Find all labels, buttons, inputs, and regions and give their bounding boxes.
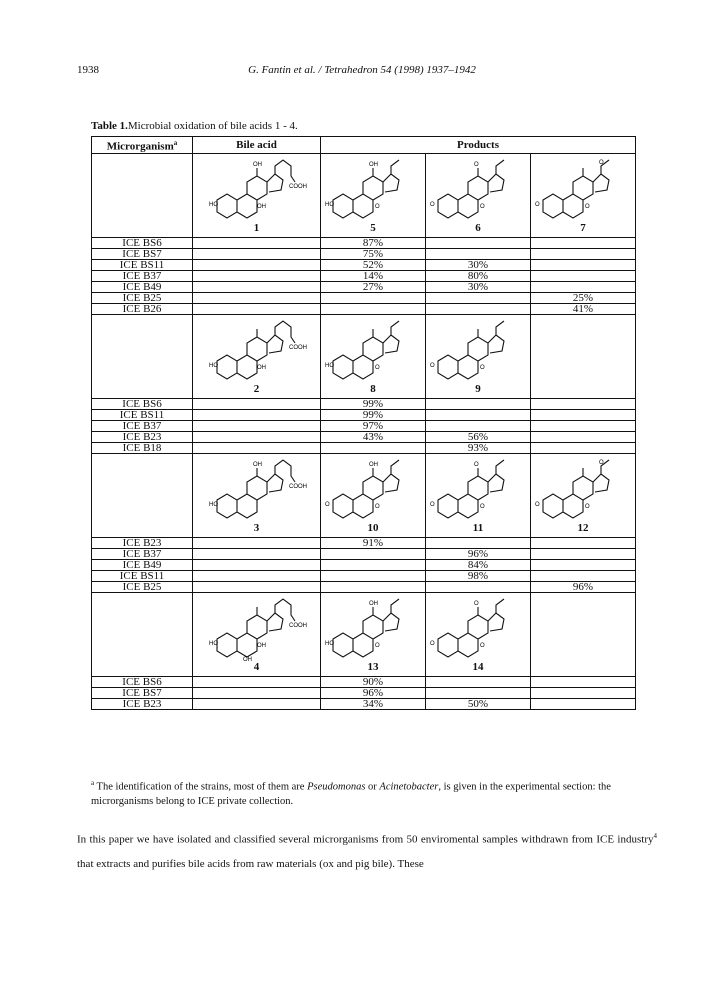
yield-cell xyxy=(531,676,636,687)
steroid-structure-icon xyxy=(535,156,631,222)
structure-label: OH xyxy=(242,656,252,663)
microorganism-cell: ICE B23 xyxy=(92,537,193,548)
yield-cell xyxy=(531,237,636,248)
compound-number: 9 xyxy=(475,382,481,395)
empty-cell xyxy=(193,270,321,281)
yield-cell: 30% xyxy=(426,259,531,270)
yield-cell: 43% xyxy=(321,431,426,442)
compound-number: 5 xyxy=(370,221,376,234)
structure-label: COOH xyxy=(288,483,307,490)
product-cell xyxy=(321,592,426,676)
structure-label: O xyxy=(325,501,330,508)
structure-label: O xyxy=(535,501,540,508)
product-cell xyxy=(321,453,426,537)
product-cell xyxy=(531,592,636,676)
empty-cell xyxy=(193,409,321,420)
page-header xyxy=(77,64,647,80)
yield-cell xyxy=(531,248,636,259)
table-caption xyxy=(91,120,298,132)
steroid-structure-icon xyxy=(209,156,305,222)
structure-label: O xyxy=(474,600,479,607)
body-paragraph: In this paper we have isolated and classified several microrganisms from 50 enviromental samples withdrawn from ICE industry$^4$ that extracts and purifies bile acids from raw materials (ox and pig bile). These xyxy=(77,832,657,870)
yield-cell xyxy=(426,248,531,259)
structure-label: COOH xyxy=(288,622,307,629)
empty-cell xyxy=(193,431,321,442)
header-bile-acid: Bile acid xyxy=(193,137,321,154)
microorganism-cell: ICE BS6 xyxy=(92,237,193,248)
microorganism-cell: ICE BS11 xyxy=(92,570,193,581)
structure-row xyxy=(92,153,636,237)
table-row xyxy=(92,292,636,303)
yield-cell xyxy=(531,409,636,420)
microorganism-cell: ICE BS7 xyxy=(92,687,193,698)
structure-label: O xyxy=(480,203,485,210)
structure-label: HO xyxy=(325,201,334,208)
microorganism-cell: ICE B49 xyxy=(92,281,193,292)
table-row xyxy=(92,398,636,409)
yield-cell xyxy=(531,537,636,548)
steroid-structure-icon xyxy=(209,317,305,383)
yield-cell: 96% xyxy=(426,548,531,559)
table-row xyxy=(92,409,636,420)
table-row xyxy=(92,537,636,548)
yield-cell: 96% xyxy=(321,687,426,698)
structure-label: O xyxy=(430,362,435,369)
steroid-structure-icon xyxy=(430,456,526,522)
structure-label: HO xyxy=(208,640,218,647)
yield-cell xyxy=(321,570,426,581)
yield-cell xyxy=(531,431,636,442)
yield-cell xyxy=(426,537,531,548)
yield-cell xyxy=(426,237,531,248)
structure-label: O xyxy=(430,501,435,508)
empty-cell xyxy=(193,698,321,709)
compound-number: 14 xyxy=(472,660,484,673)
structure-label: OH xyxy=(252,161,262,168)
steroid-structure-icon xyxy=(209,595,305,661)
structure-label: OH xyxy=(369,461,378,468)
structure-label: OH xyxy=(252,461,262,468)
steroid-structure-icon xyxy=(430,156,526,222)
microorganism-cell: ICE B37 xyxy=(92,270,193,281)
steroid-structure-icon xyxy=(430,317,526,383)
yield-cell: 41% xyxy=(531,303,636,314)
compound-number: 10 xyxy=(367,521,379,534)
compound-number: 1 xyxy=(253,221,260,234)
steroid-structure-icon xyxy=(430,595,526,661)
empty-cell xyxy=(193,420,321,431)
yield-cell: 52% xyxy=(321,259,426,270)
bile-acid-cell xyxy=(193,453,321,537)
yield-cell xyxy=(321,548,426,559)
structure-label: O xyxy=(480,364,485,371)
yield-cell: 93% xyxy=(426,442,531,453)
product-cell xyxy=(426,153,531,237)
yield-cell: 25% xyxy=(531,292,636,303)
microorganism-cell: ICE B25 xyxy=(92,581,193,592)
compound-number: 12 xyxy=(577,521,589,534)
microorganism-cell: ICE B25 xyxy=(92,292,193,303)
microorganism-cell: ICE BS11 xyxy=(92,259,193,270)
empty-cell xyxy=(193,559,321,570)
table-row xyxy=(92,303,636,314)
product-cell xyxy=(321,314,426,398)
table-footnote: $^a$ The identification of the strains, most of them are Pseudomonas or Acinetobacter, is given in the experimental section: the microrganisms belong to ICE private collection. xyxy=(91,779,611,807)
table-row xyxy=(92,259,636,270)
structure-label: O xyxy=(375,203,380,210)
yield-cell xyxy=(531,570,636,581)
steroid-structure-icon xyxy=(325,456,421,522)
product-cell xyxy=(321,153,426,237)
yield-cell: 99% xyxy=(321,409,426,420)
structure-label: COOH xyxy=(288,344,307,351)
yield-cell xyxy=(531,559,636,570)
structure-label: O xyxy=(599,159,604,166)
yield-cell xyxy=(531,281,636,292)
structure-label: O xyxy=(585,203,590,210)
microorganism-cell: ICE BS11 xyxy=(92,409,193,420)
page-number: 1938 xyxy=(77,64,99,76)
microorganism-cell: ICE B49 xyxy=(92,559,193,570)
yield-cell: 90% xyxy=(321,676,426,687)
structure-label: OH xyxy=(256,364,266,371)
table-row xyxy=(92,442,636,453)
structure-label: O xyxy=(599,459,604,466)
table-row xyxy=(92,581,636,592)
empty-cell xyxy=(193,237,321,248)
table-header-row xyxy=(92,137,636,154)
yield-cell xyxy=(426,676,531,687)
compound-number: 11 xyxy=(472,521,484,534)
yield-cell: 99% xyxy=(321,398,426,409)
microorganism-cell: ICE BS7 xyxy=(92,248,193,259)
structure-label: O xyxy=(375,642,380,649)
table-row xyxy=(92,270,636,281)
structure-label: O xyxy=(430,640,435,647)
empty-cell xyxy=(92,453,193,537)
empty-cell xyxy=(193,548,321,559)
results-table xyxy=(91,136,636,710)
microorganism-cell: ICE BS6 xyxy=(92,398,193,409)
microorganism-cell: ICE B26 xyxy=(92,303,193,314)
compound-number: 13 xyxy=(367,660,379,673)
product-cell xyxy=(426,592,531,676)
empty-cell xyxy=(193,570,321,581)
microorganism-cell: ICE B37 xyxy=(92,420,193,431)
structure-label: O xyxy=(585,503,590,510)
structure-label: O xyxy=(480,503,485,510)
microorganism-cell: ICE B18 xyxy=(92,442,193,453)
empty-cell xyxy=(193,259,321,270)
table-row xyxy=(92,548,636,559)
microorganism-cell: ICE B23 xyxy=(92,698,193,709)
yield-cell: 50% xyxy=(426,698,531,709)
empty-cell xyxy=(193,292,321,303)
compound-number: 7 xyxy=(580,221,586,234)
product-cell xyxy=(426,453,531,537)
empty-cell xyxy=(92,314,193,398)
yield-cell xyxy=(426,292,531,303)
product-cell xyxy=(531,453,636,537)
structure-label: OH xyxy=(369,161,378,168)
yield-cell: 27% xyxy=(321,281,426,292)
table-label: Table 1. xyxy=(91,120,128,132)
header-products: Products xyxy=(321,137,636,154)
structure-label: O xyxy=(480,642,485,649)
table-row xyxy=(92,420,636,431)
table-row xyxy=(92,248,636,259)
yield-cell: 75% xyxy=(321,248,426,259)
yield-cell xyxy=(426,409,531,420)
structure-label: COOH xyxy=(288,183,307,190)
steroid-structure-icon xyxy=(325,317,421,383)
compound-number: 4 xyxy=(253,660,260,673)
yield-cell xyxy=(531,398,636,409)
yield-cell: 80% xyxy=(426,270,531,281)
empty-cell xyxy=(193,398,321,409)
structure-label: HO xyxy=(325,640,334,647)
yield-cell xyxy=(531,548,636,559)
compound-number: 3 xyxy=(253,521,260,534)
structure-label: HO xyxy=(208,201,218,208)
compound-number: 2 xyxy=(253,382,260,395)
table-row xyxy=(92,570,636,581)
yield-cell xyxy=(531,420,636,431)
yield-cell xyxy=(321,292,426,303)
empty-cell xyxy=(193,687,321,698)
yield-cell xyxy=(426,687,531,698)
yield-cell xyxy=(531,259,636,270)
yield-cell xyxy=(531,442,636,453)
product-cell xyxy=(531,314,636,398)
empty-cell xyxy=(193,303,321,314)
product-cell xyxy=(426,314,531,398)
empty-cell xyxy=(193,281,321,292)
empty-cell xyxy=(193,248,321,259)
structure-row xyxy=(92,592,636,676)
microorganism-cell: ICE B37 xyxy=(92,548,193,559)
steroid-structure-icon xyxy=(325,595,421,661)
yield-cell xyxy=(321,303,426,314)
yield-cell: 97% xyxy=(321,420,426,431)
structure-label: OH xyxy=(256,642,266,649)
yield-cell xyxy=(321,559,426,570)
structure-label: HO xyxy=(208,362,218,369)
yield-cell xyxy=(321,581,426,592)
empty-cell xyxy=(193,581,321,592)
header-microorganism: Microrganism$^a$ xyxy=(92,137,193,154)
yield-cell xyxy=(531,698,636,709)
compound-number: 6 xyxy=(475,221,481,234)
structure-row xyxy=(92,314,636,398)
yield-cell: 34% xyxy=(321,698,426,709)
yield-cell: 14% xyxy=(321,270,426,281)
yield-cell: 98% xyxy=(426,570,531,581)
table-row xyxy=(92,559,636,570)
structure-label: OH xyxy=(256,203,266,210)
structure-label: OH xyxy=(369,600,378,607)
yield-cell xyxy=(426,303,531,314)
yield-cell: 87% xyxy=(321,237,426,248)
empty-cell xyxy=(193,442,321,453)
yield-cell: 56% xyxy=(426,431,531,442)
empty-cell xyxy=(92,153,193,237)
steroid-structure-icon xyxy=(535,456,631,522)
yield-cell xyxy=(426,581,531,592)
structure-row xyxy=(92,453,636,537)
table-row xyxy=(92,237,636,248)
yield-cell xyxy=(321,442,426,453)
product-cell xyxy=(531,153,636,237)
yield-cell xyxy=(531,687,636,698)
table-row xyxy=(92,281,636,292)
table-row xyxy=(92,698,636,709)
table-row xyxy=(92,687,636,698)
bile-acid-cell xyxy=(193,592,321,676)
structure-label: O xyxy=(430,201,435,208)
structure-label: O xyxy=(535,201,540,208)
yield-cell xyxy=(426,398,531,409)
empty-cell xyxy=(193,537,321,548)
yield-cell: 30% xyxy=(426,281,531,292)
yield-cell xyxy=(426,420,531,431)
structure-label: O xyxy=(474,461,479,468)
structure-label: HO xyxy=(325,362,334,369)
structure-label: O xyxy=(375,364,380,371)
yield-cell: 96% xyxy=(531,581,636,592)
empty-cell xyxy=(92,592,193,676)
yield-cell: 91% xyxy=(321,537,426,548)
steroid-structure-icon xyxy=(325,156,421,222)
yield-cell: 84% xyxy=(426,559,531,570)
structure-label: O xyxy=(375,503,380,510)
yield-cell xyxy=(531,270,636,281)
compound-number: 8 xyxy=(370,382,376,395)
table-caption-text: Microbial oxidation of bile acids 1 - 4. xyxy=(127,120,298,132)
steroid-structure-icon xyxy=(209,456,305,522)
bile-acid-cell xyxy=(193,153,321,237)
bile-acid-cell xyxy=(193,314,321,398)
table-row xyxy=(92,431,636,442)
running-title: G. Fantin et al. / Tetrahedron 54 (1998) 1937–1942 xyxy=(248,64,476,76)
microorganism-cell: ICE B23 xyxy=(92,431,193,442)
table-row xyxy=(92,676,636,687)
empty-cell xyxy=(193,676,321,687)
structure-label: O xyxy=(474,161,479,168)
structure-label: HO xyxy=(208,501,218,508)
microorganism-cell: ICE BS6 xyxy=(92,676,193,687)
